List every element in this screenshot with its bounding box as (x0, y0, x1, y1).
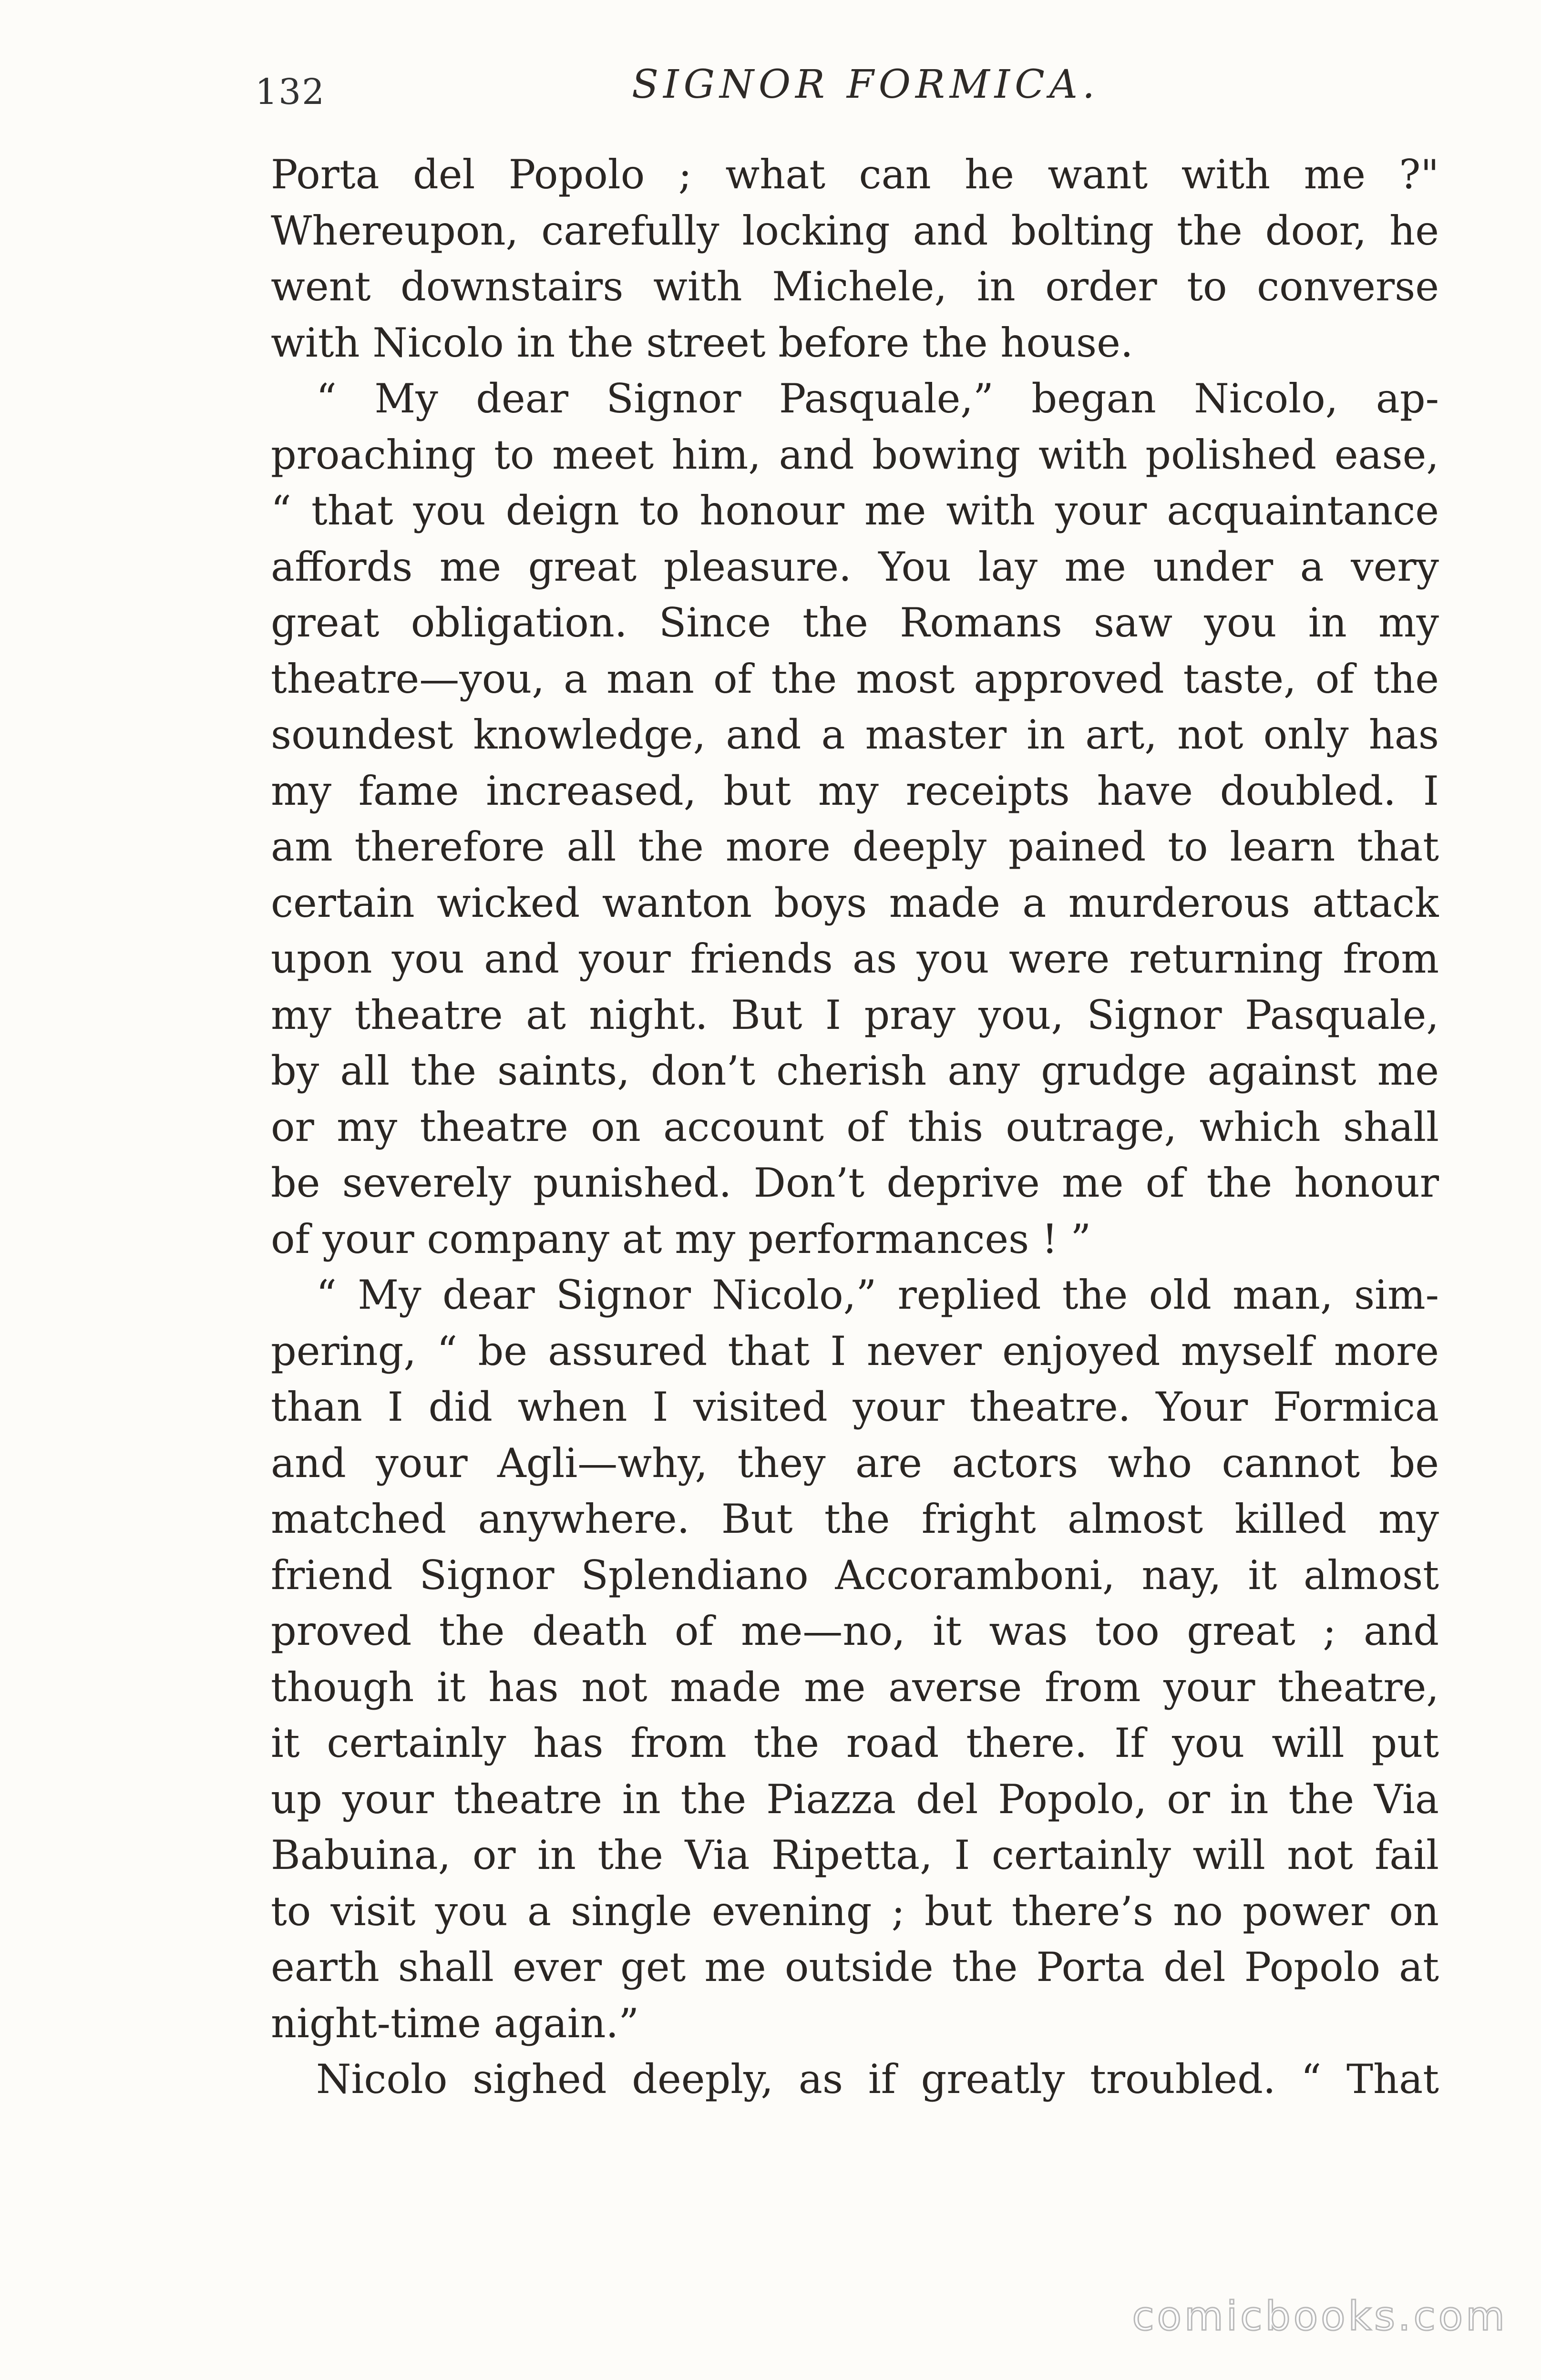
text-line: to visit you a single evening ; but there’s no power on (271, 1888, 1439, 1935)
text-line: it certainly has from the road there. If you will put (271, 1720, 1439, 1766)
text-line: my fame increased, but my receipts have doubled. I (271, 767, 1439, 814)
text-line: proaching to meet him, and bowing with polished ease, (271, 431, 1439, 478)
watermark: comicbooks.com (1132, 2293, 1508, 2339)
text-line: Porta del Popolo ; what can he want with me ?" (271, 151, 1439, 198)
text-line: matched anywhere. But the fright almost killed my (271, 1496, 1439, 1542)
text-line: “ My dear Signor Pasquale,” began Nicolo, ap- (316, 375, 1439, 422)
text-line: though it has not made me averse from your theatre, (271, 1663, 1439, 1711)
text-line: of your company at my performances ! ” (271, 1215, 1091, 1262)
text-line: affords me great pleasure. You lay me under a very (271, 543, 1439, 590)
text-line: with Nicolo in the street before the house. (271, 319, 1133, 366)
text-line: upon you and your friends as you were returning from (271, 935, 1439, 982)
text-line: Nicolo sighed deeply, as if greatly troubled. “ That (316, 2056, 1439, 2103)
running-title: SIGNOR FORMICA. (632, 62, 1100, 107)
text-line: than I did when I visited your theatre. Your Formica (271, 1384, 1439, 1430)
text-line: my theatre at night. But I pray you, Signor Pasquale, (271, 991, 1439, 1038)
text-line: soundest knowledge, and a master in art, not only has (271, 711, 1439, 758)
text-line: “ My dear Signor Nicolo,” replied the old man, sim- (316, 1272, 1439, 1318)
text-line: proved the death of me—no, it was too great ; and (271, 1608, 1439, 1654)
text-line: earth shall ever get me outside the Porta del Popolo at (271, 1944, 1439, 1990)
text-line: and your Agli—why, they are actors who cannot be (271, 1439, 1439, 1487)
text-line: am therefore all the more deeply pained to learn that (271, 823, 1439, 870)
body-text (271, 147, 1439, 2108)
text-line: theatre—you, a man of the most approved taste, of the (271, 655, 1439, 702)
text-line: Babuina, or in the Via Ripetta, I certainly will not fail (271, 1832, 1439, 1878)
page-header (255, 62, 1442, 119)
text-line: be severely punished. Don’t deprive me of the honour (271, 1159, 1439, 1206)
text-line: friend Signor Splendiano Accoramboni, nay, it almost (271, 1551, 1439, 1599)
text-line: “ that you deign to honour me with your acquaintance (271, 487, 1439, 534)
text-line: Whereupon, carefully locking and bolting the door, he (271, 207, 1439, 254)
text-line: up your theatre in the Piazza del Popolo, or in the Via (271, 1775, 1439, 1823)
text-line: pering, “ be assured that I never enjoyed myself more (271, 1327, 1439, 1375)
text-line: went downstairs with Michele, in order to converse (271, 263, 1439, 310)
text-line: certain wicked wanton boys made a murderous attack (271, 879, 1439, 926)
text-line: great obligation. Since the Romans saw you in my (271, 599, 1439, 646)
text-line: night-time again.” (271, 2000, 639, 2047)
text-line: by all the saints, don’t cherish any grudge against me (271, 1047, 1439, 1094)
page-number: 132 (255, 72, 326, 113)
text-line: or my theatre on account of this outrage, which shall (271, 1103, 1439, 1150)
